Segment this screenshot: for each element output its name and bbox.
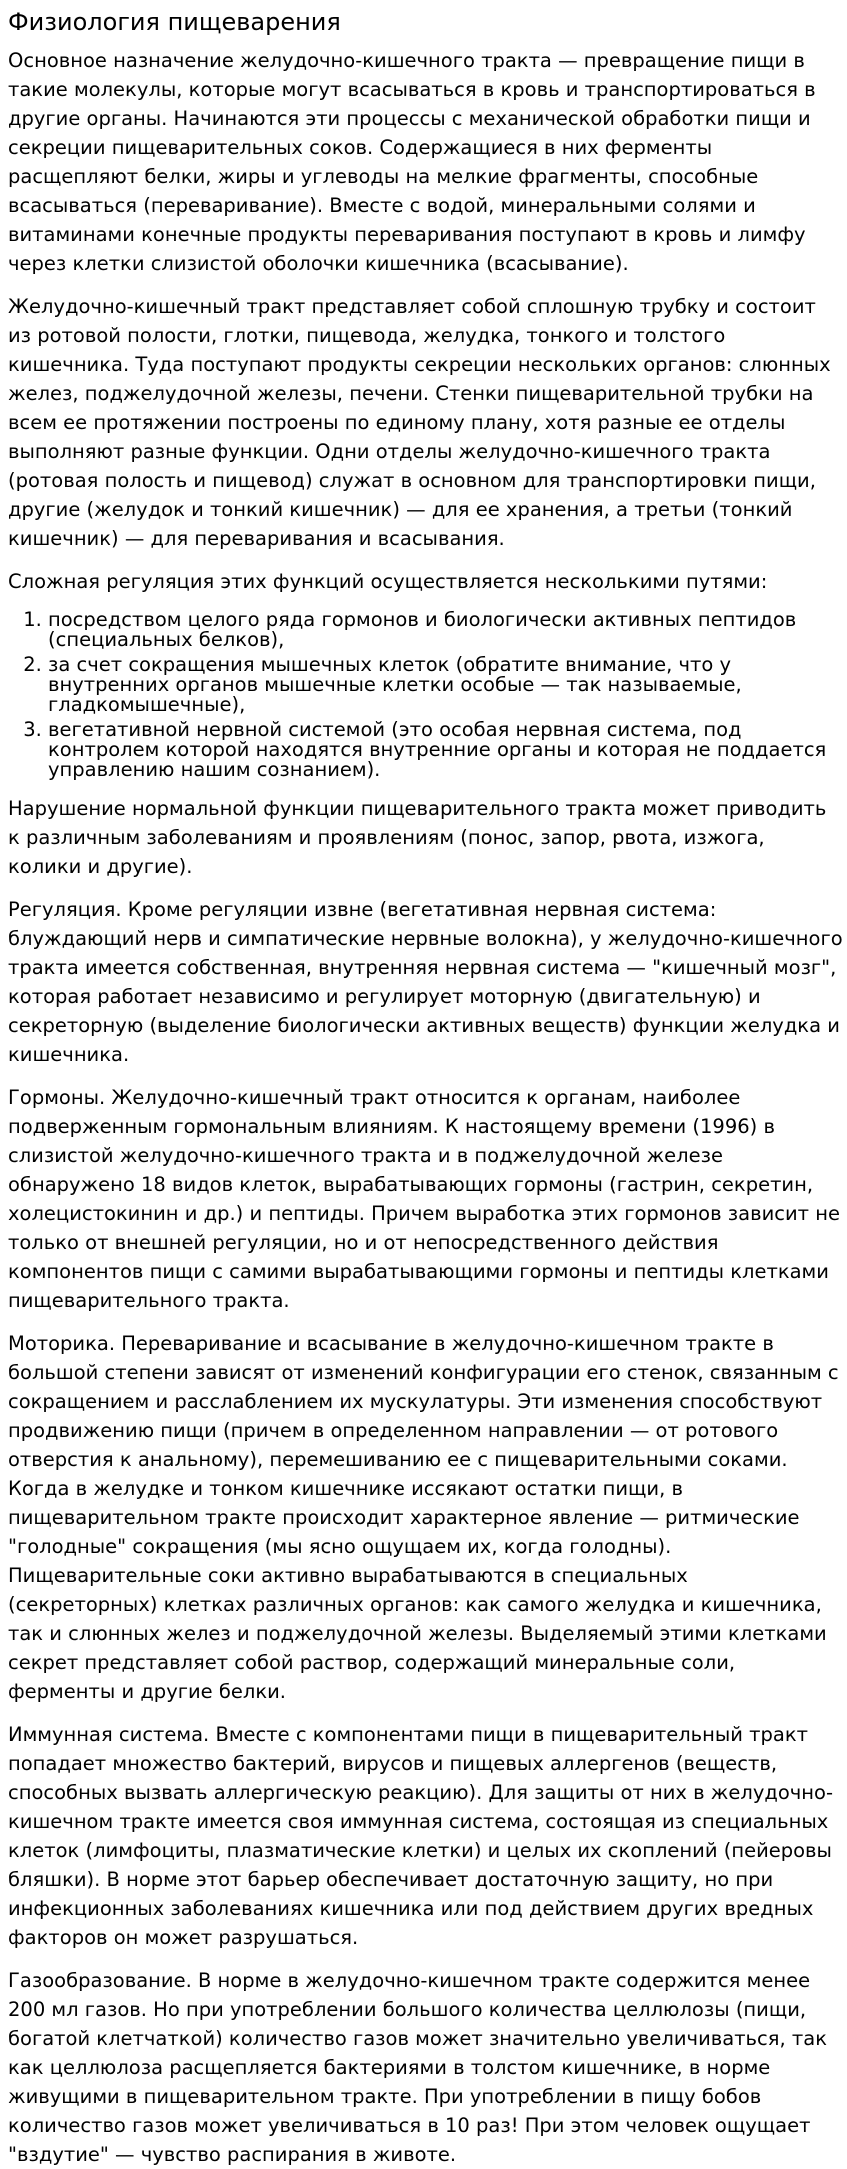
list-item: 2. за счет сокращения мышечных клеток (обратите внимание, что у внутренних органов мышечные клетки особые — так называемые, гладкомышечные), bbox=[48, 655, 843, 715]
paragraph-disorders: Нарушение нормальной функции пищеварительного тракта может приводить к различным заболеваниям и проявлениям (понос, запор, рвота, изжога, колики и другие). bbox=[8, 797, 827, 878]
paragraph-immune-system: Иммунная система. Вместе с компонентами пищи в пищеварительный тракт попадает множество бактерий, вирусов и пищевых аллергенов (веществ, способных вызвать аллергическую реакцию). Для защиты от них в желудочно-кишечном тракте имеется своя иммунная система, состоящая из специальных клеток (лимфоциты, плазматические клетки) и целых их скоплений (пейеровы бляшки). В норме этот барьер обеспечивает достаточную защиту, но при инфекционных заболеваниях кишечника или под действием других вредных факторов он может разрушаться. bbox=[8, 1723, 834, 1949]
list-item: 3. вегетативной нервной системой (это особая нервная система, под контролем которой находятся внутренние органы и которая не поддается управлению нашим сознанием). bbox=[48, 720, 843, 780]
paragraph-motility: Моторика. Переваривание и всасывание в желудочно-кишечном тракте в большой степени зависят от изменений конфигурации его стенок, связанным с сокращением и расслаблением их мускулатуры. Эти изменения способствуют продвижению пищи (причем в определенном направлении — от ротового отверстия к анальному), перемешиванию ее с пищеварительными соками. Когда в желудке и тонком кишечнике иссякают остатки пищи, в пищеварительном тракте происходит характерное явление — ритмические "голодные" сокращения (мы ясно ощущаем их, когда голодны). Пищеварительные соки активно вырабатываются в специальных (секреторных) клетках различных органов: как самого желудка и кишечника, так и слюнных желез и поджелудочной железы. Выделяемый этими клетками секрет представляет собой раствор, содержащий минеральные соли, ферменты и другие белки. bbox=[8, 1332, 839, 1703]
paragraph-gas-formation: Газообразование. В норме в желудочно-кишечном тракте содержится менее 200 мл газов. Но при употреблении большого количества целлюлозы (пищи, богатой клетчаткой) количество газов может значительно увеличиваться, так как целлюлоза расщепляется бактериями в толстом кишечнике, в норме живущими в пищеварительном тракте. При употреблении в пищу бобов количество газов может увеличиваться в 10 раз! При этом человек ощущает "вздутие" — чувство распирания в животе. bbox=[8, 1969, 827, 2166]
page-title: Физиология пищеварения bbox=[8, 8, 341, 36]
paragraph-tract-structure: Желудочно-кишечный тракт представляет собой сплошную трубку и состоит из ротовой полости, глотки, пищевода, желудка, тонкого и толстого кишечника. Туда поступают продукты секреции нескольких органов: слюнных желез, поджелудочной железы, печени. Стенки пищеварительной трубки на всем ее протяжении построены по единому плану, хотя разные ее отделы выполняют разные функции. Одни отделы желудочно-кишечного тракта (ротовая полость и пищевод) служат в основном для транспортировки пищи, другие (желудок и тонкий кишечник) — для ее хранения, а третьи (тонкий кишечник) — для переваривания и всасывания. bbox=[8, 295, 831, 550]
list-item: 1. посредством целого ряда гормонов и биологически активных пептидов (специальных белков), bbox=[48, 610, 843, 650]
paragraph-purpose: Основное назначение желудочно-кишечного тракта — превращение пищи в такие молекулы, которые могут всасываться в кровь и транспортироваться в другие органы. Начинаются эти процессы с механической обработки пищи и секреции пищеварительных соков. Содержащиеся в них ферменты расщепляют белки, жиры и углеводы на мелкие фрагменты, способные всасываться (переваривание). Вместе с водой, минеральными солями и витаминами конечные продукты переваривания поступают в кровь и лимфу через клетки слизистой оболочки кишечника (всасывание). bbox=[8, 49, 816, 275]
paragraph-hormones: Гормоны. Желудочно-кишечный тракт относится к органам, наиболее подверженным гормональным влияниям. К настоящему времени (1996) в слизистой желудочно-кишечного тракта и в поджелудочной железе обнаружено 18 видов клеток, вырабатывающих гормоны (гастрин, секретин, холецистокинин и др.) и пептиды. Причем выработка этих гормонов зависит не только от внешней регуляции, но и от непосредственного действия компонентов пищи с самими вырабатывающими гормоны и пептиды клетками пищеварительного тракта. bbox=[8, 1086, 840, 1312]
paragraph-regulation: Регуляция. Кроме регуляции извне (вегетативная нервная система: блуждающий нерв и симпатические нервные волокна), у желудочно-кишечного тракта имеется собственная, внутренняя нервная система — "кишечный мозг", которая работает независимо и регулирует моторную (двигательную) и секреторную (выделение биологически активных веществ) функции желудка и кишечника. bbox=[8, 898, 843, 1066]
regulation-list bbox=[8, 610, 843, 780]
paragraph-regulation-intro: Сложная регуляция этих функций осуществляется несколькими путями: bbox=[8, 570, 768, 593]
